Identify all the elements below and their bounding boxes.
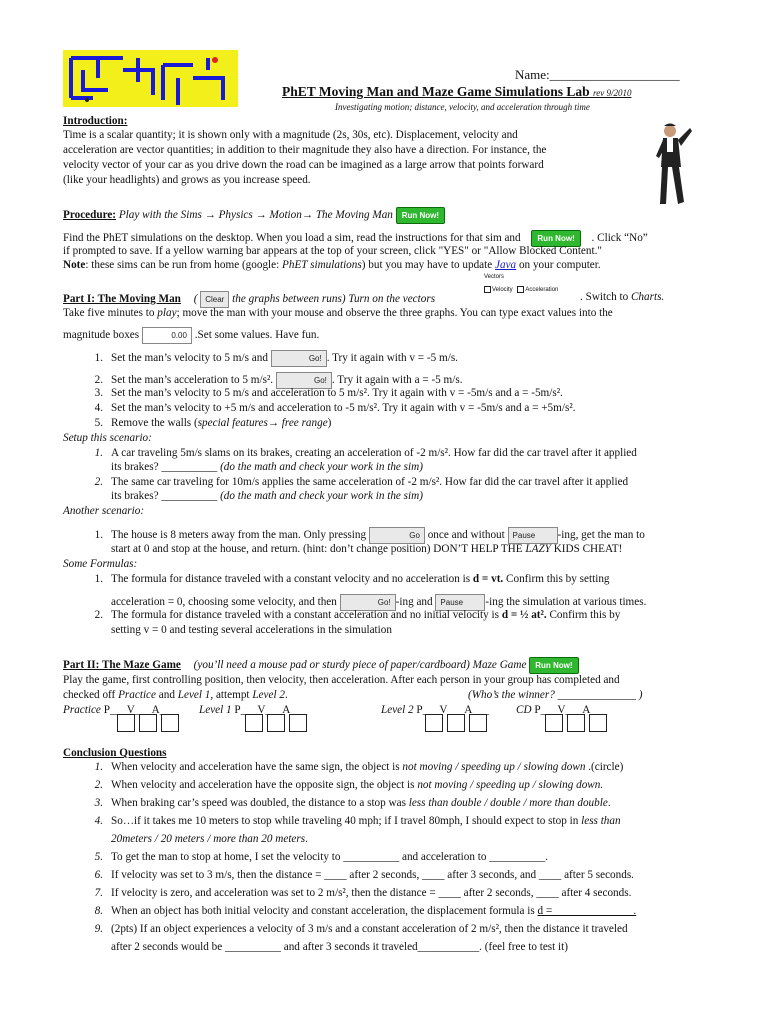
- part1-heading-line: [63, 291, 435, 308]
- item-text: Set the man’s velocity to +5 m/s and acceleration to -5 m/s². Try it again with v = -5m/s and a = +5m/s².: [111, 402, 576, 414]
- name-field: Name:____________________: [515, 67, 680, 82]
- intro-line-4: (like your headlights) and grows as you increase speed.: [63, 174, 311, 186]
- conclusion-question: [63, 869, 634, 882]
- formula-dhat: d = ½ at².: [501, 609, 547, 621]
- maze-thumbnail-icon: [63, 50, 238, 107]
- go-button-4[interactable]: Go!: [340, 594, 396, 611]
- item-number: 4.: [94, 402, 103, 414]
- list-item: [63, 402, 575, 415]
- checkbox[interactable]: [469, 714, 487, 732]
- another-heading: Another scenario:: [63, 505, 145, 517]
- run-now-button-2[interactable]: Run Now!: [531, 230, 580, 247]
- velocity-label: Velocity: [492, 287, 513, 294]
- question-options: less than double / double / more than double: [408, 797, 608, 809]
- item-text-b: special features: [197, 417, 268, 429]
- question-number: 9.: [94, 923, 103, 935]
- winner-text: (Who’s the winner? ______________ ): [468, 689, 643, 701]
- item-number: 1.: [94, 352, 103, 365]
- item-text-c: Confirm this by setting: [503, 573, 610, 585]
- p2-a: checked off: [63, 689, 119, 701]
- part1-l3b: .Set some values. Have fun.: [194, 329, 320, 342]
- part1-l2a: Take five minutes to: [63, 307, 158, 319]
- conclusion-question: [63, 797, 611, 810]
- conclusion-question: [63, 923, 628, 936]
- velocity-checkbox[interactable]: [484, 286, 491, 293]
- go-button-2[interactable]: Go!: [276, 372, 332, 389]
- checkbox[interactable]: [545, 714, 563, 732]
- part2-note: (you’ll need a mouse pad or sturdy piece of paper/cardboard) Maze Game: [193, 659, 527, 672]
- list-item-cont: setting v = 0 and testing several accelerations in the simulation: [111, 624, 392, 636]
- checkbox[interactable]: [289, 714, 307, 732]
- question-text: When velocity and acceleration have the opposite sign, the object is: [111, 779, 418, 791]
- item-text: A car traveling 5m/s slams on its brakes, creating an acceleration of -2 m/s². How far did the car travel after it applied: [111, 447, 637, 459]
- item-text: Set the man’s velocity to 5 m/s and acceleration to 5 m/s². Try it again with v = -5m/s and a = -5m/s².: [111, 387, 563, 399]
- checkbox[interactable]: [161, 714, 179, 732]
- item-text: The formula for distance traveled with a constant acceleration and no initial velocity is: [111, 609, 502, 621]
- item-number: 5.: [94, 417, 103, 429]
- part1-l2b: ; move the man with your mouse and observe the three graphs. You can type exact values into the: [176, 307, 613, 319]
- question-number: 3.: [94, 797, 103, 809]
- item-text: Set the man’s acceleration to 5 m/s².: [111, 374, 276, 387]
- question-number: 5.: [94, 851, 103, 863]
- list-item: [63, 387, 563, 400]
- checkbox[interactable]: [117, 714, 135, 732]
- checkbox[interactable]: [447, 714, 465, 732]
- item-number: 2.: [94, 609, 103, 621]
- part2-line-1: Play the game, first controlling position, then velocity, then acceleration. After each person in your group has completed and: [63, 674, 620, 686]
- list-item-cont: [111, 543, 622, 556]
- checkbox-row: [425, 714, 491, 732]
- item-text-i: (do the math and check your work in the sim): [220, 490, 423, 502]
- revision: rev 9/2010: [593, 88, 632, 98]
- item-text: start at 0 and stop at the house, and return. (hint: don’t change position) DON’T HELP THE: [111, 543, 526, 555]
- question-end: .(circle): [585, 761, 624, 773]
- item-text-d: ): [327, 417, 332, 429]
- question-text: When braking car’s speed was doubled, the distance to a stop was: [111, 797, 409, 809]
- item-text: Set the man’s velocity to 5 m/s and: [111, 352, 271, 365]
- list-item: [63, 527, 645, 544]
- item-text: acceleration = 0, choosing some velocity, and then: [111, 596, 337, 609]
- question-options: not moving / speeding up / slowing down: [402, 761, 586, 773]
- group-label: CD: [516, 704, 532, 716]
- conclusion-heading: Conclusion Questions: [63, 747, 167, 759]
- question-end: .: [305, 833, 308, 845]
- question-number: 8.: [94, 905, 103, 917]
- acceleration-label: Acceleration: [525, 287, 559, 294]
- formulas-heading: Some Formulas:: [63, 558, 138, 570]
- item-text-i: LAZY: [525, 543, 551, 555]
- item-number: 3.: [94, 387, 103, 399]
- part1-text-3: [580, 291, 664, 304]
- conclusion-question: [63, 851, 548, 864]
- note-text-2: PhET simulations: [282, 259, 362, 271]
- item-number: 2.: [94, 374, 103, 387]
- run-now-button-3[interactable]: Run Now!: [529, 657, 578, 674]
- run-now-button[interactable]: Run Now!: [396, 207, 445, 224]
- item-text: The house is 8 meters away from the man. Only pressing: [111, 529, 367, 542]
- item-text-f: -ing the simulation at various times.: [485, 596, 647, 609]
- p2-f: Level 2: [252, 689, 285, 701]
- question-options: not moving / speeding up / slowing down.: [417, 779, 604, 791]
- list-item: [63, 609, 620, 622]
- question-text: If velocity was set to 3 m/s, then the distance = ____ after 2 seconds, ____ after 3 seconds, and ____ after 5 seconds.: [111, 869, 634, 881]
- conclusion-question: [63, 761, 623, 774]
- formula-dvt: d = vt.: [472, 573, 504, 585]
- checkbox-row: [117, 714, 183, 732]
- acceleration-checkbox[interactable]: [517, 286, 524, 293]
- item-text-i: (do the math and check your work in the sim): [220, 461, 423, 473]
- pva-text: P___V___A___: [534, 704, 608, 716]
- switch-text: . Switch to: [580, 291, 631, 303]
- list-item: [63, 573, 610, 586]
- checkbox[interactable]: [139, 714, 157, 732]
- vectors-panel: [484, 273, 577, 299]
- conclusion-question: [63, 815, 621, 828]
- item-text-c: KIDS CHEAT!: [550, 543, 623, 555]
- checkbox[interactable]: [425, 714, 443, 732]
- play-text: play: [157, 307, 177, 319]
- question-options: 20meters / 20 meters / more than 20 meters: [111, 833, 306, 845]
- part1-paren: (: [193, 293, 198, 306]
- checkbox[interactable]: [267, 714, 285, 732]
- clear-button[interactable]: Clear: [200, 291, 229, 308]
- item-text: Remove the walls (: [111, 417, 198, 429]
- p2-c: and: [156, 689, 178, 701]
- go-button-1[interactable]: Go!: [271, 350, 327, 367]
- question-number: 7.: [94, 887, 103, 899]
- item-number: 2.: [94, 476, 103, 488]
- checkbox-row: [245, 714, 311, 732]
- list-item: [63, 350, 458, 367]
- procedure-line: [63, 207, 445, 224]
- question-end: .: [607, 797, 611, 809]
- title-text: PhET Moving Man and Maze Game Simulations Lab: [282, 84, 590, 99]
- item-text: its brakes? __________: [111, 461, 221, 473]
- question-end: d = ______________.: [537, 905, 637, 917]
- checkbox[interactable]: [589, 714, 607, 732]
- item-text-b: once and without: [427, 529, 505, 542]
- conclusion-question: [63, 779, 603, 792]
- checkbox-row: [545, 714, 611, 732]
- pva-text: P___V___A___: [103, 704, 177, 716]
- question-text: (2pts) If an object experiences a velocity of 3 m/s and a constant acceleration of 2 m/s², then the distance it traveled: [111, 923, 628, 935]
- pause-button-icon[interactable]: Pause: [435, 594, 485, 611]
- checkbox[interactable]: [245, 714, 263, 732]
- vectors-title: Vectors: [484, 274, 505, 280]
- question-text: If velocity is zero, and acceleration was set to 2 m/s², then the distance = ____ after 2 seconds, ____ after 4 seconds.: [111, 887, 632, 899]
- conclusion-question: [63, 941, 568, 954]
- procedure-line-2: if prompted to save. If a yellow warning bar appears at the top of your screen, click "YES" or "Allow Blocked Content.": [63, 245, 602, 257]
- note-text-1: : these sims can be run from home (google:: [85, 259, 283, 271]
- vectors-options: [484, 286, 577, 295]
- go-button-3[interactable]: Go: [369, 527, 425, 544]
- part2-heading: Part II: The Maze Game: [63, 659, 181, 672]
- procedure-path: Play with the Sims → Physics → Motion→ The Moving Man: [118, 209, 393, 222]
- group-label: Practice: [63, 704, 101, 716]
- pva-text: P___V___A___: [234, 704, 308, 716]
- p2-d: Level 1: [177, 689, 211, 701]
- group-label: Level 1: [199, 704, 232, 716]
- question-text: To get the man to stop at home, I set the velocity to __________ and acceleration to __________.: [111, 851, 548, 863]
- question-number: 4.: [94, 815, 103, 827]
- item-number: 1.: [94, 529, 103, 542]
- question-text: after 2 seconds would be __________ and after 3 seconds it traveled___________. (feel free to test it): [111, 941, 568, 953]
- part1-heading: Part I: The Moving Man: [63, 293, 181, 306]
- item-text-b: . Try it again with a = -5 m/s.: [331, 374, 463, 387]
- item-text: The same car traveling for 10m/s applies the same acceleration of -2 m/s². How far did the car travel after it applied: [111, 476, 629, 488]
- conclusion-question: [63, 833, 308, 846]
- item-text: its brakes? __________: [111, 490, 221, 502]
- item-text-c: → free range: [267, 417, 328, 429]
- intro-line-1: Time is a scalar quantity; it is shown only with a magnitude (2s, 30s, etc). Displacement, velocity and: [63, 129, 518, 141]
- note-text-3: ) but you may have to update: [361, 259, 496, 271]
- part1-text-2: the graphs between runs) Turn on the vectors: [232, 293, 436, 306]
- list-item: [63, 447, 637, 460]
- list-item: [63, 417, 331, 430]
- question-text: When velocity and acceleration have the same sign, the object is: [111, 761, 403, 773]
- list-item: [63, 476, 628, 489]
- p2-e: , attempt: [210, 689, 253, 701]
- conclusion-question: [63, 905, 636, 918]
- item-text-b: . Try it again with v = -5 m/s.: [326, 352, 458, 365]
- procedure-text-1b: . Click “No”: [591, 232, 648, 245]
- note-text-4: on your computer.: [516, 259, 601, 271]
- question-options: less than: [581, 815, 621, 827]
- question-number: 1.: [94, 761, 103, 773]
- pva-text: P___V___A___: [416, 704, 490, 716]
- part1-line-2: [63, 307, 613, 320]
- item-text: The formula for distance traveled with a constant velocity and no acceleration is: [111, 573, 473, 585]
- part2-line-2: [63, 689, 288, 702]
- item-text-c: -ing, get the man to: [557, 529, 645, 542]
- intro-line-2: acceleration are vector quantities; in addition to their magnitude they also have a direction. For instance, the: [63, 144, 547, 156]
- item-text-e: -ing and: [395, 596, 433, 609]
- question-text: So…if it takes me 10 meters to stop while traveling 40 mph; if I travel 80mph, I should expect to stop in: [111, 815, 582, 827]
- moving-man-figure-icon: [648, 122, 696, 208]
- intro-heading: Introduction:: [63, 115, 128, 127]
- question-number: 2.: [94, 779, 103, 791]
- group-label: Level 2: [381, 704, 414, 716]
- conclusion-question: [63, 887, 631, 900]
- subtitle: Investigating motion; distance, velocity, and acceleration through time: [335, 102, 590, 112]
- list-item-cont: [111, 490, 423, 503]
- pause-button-icon[interactable]: Pause: [508, 527, 558, 544]
- procedure-heading: Procedure:: [63, 209, 117, 222]
- magnitude-boxes-text: magnitude boxes: [63, 329, 140, 342]
- question-number: 6.: [94, 869, 103, 881]
- procedure-line-3: [63, 259, 601, 272]
- list-item-cont: [111, 461, 423, 474]
- intro-line-3: velocity vector of your car as you drive down the road can be imagined as a large arrow that points forward: [63, 159, 544, 171]
- note-label: Note: [63, 259, 86, 271]
- procedure-text-1a: Find the PhET simulations on the desktop. When you load a sim, read the instructions for that sim and: [63, 232, 521, 245]
- item-text-c: Confirm this by: [546, 609, 621, 621]
- item-number: 1.: [94, 573, 103, 585]
- p2-b: Practice: [118, 689, 156, 701]
- part2-heading-line: [63, 657, 579, 674]
- charts-text: Charts.: [630, 291, 665, 303]
- magnitude-box[interactable]: 0.00: [142, 327, 192, 344]
- java-link[interactable]: Java: [495, 259, 517, 271]
- item-number: 1.: [94, 447, 103, 459]
- page-title: [282, 85, 631, 100]
- question-text: When an object has both initial velocity and constant acceleration, the displacement formula is: [111, 905, 538, 917]
- part1-line-3: [63, 327, 319, 344]
- checkbox[interactable]: [567, 714, 585, 732]
- p2-g: .: [284, 689, 288, 701]
- setup-heading: Setup this scenario:: [63, 432, 152, 444]
